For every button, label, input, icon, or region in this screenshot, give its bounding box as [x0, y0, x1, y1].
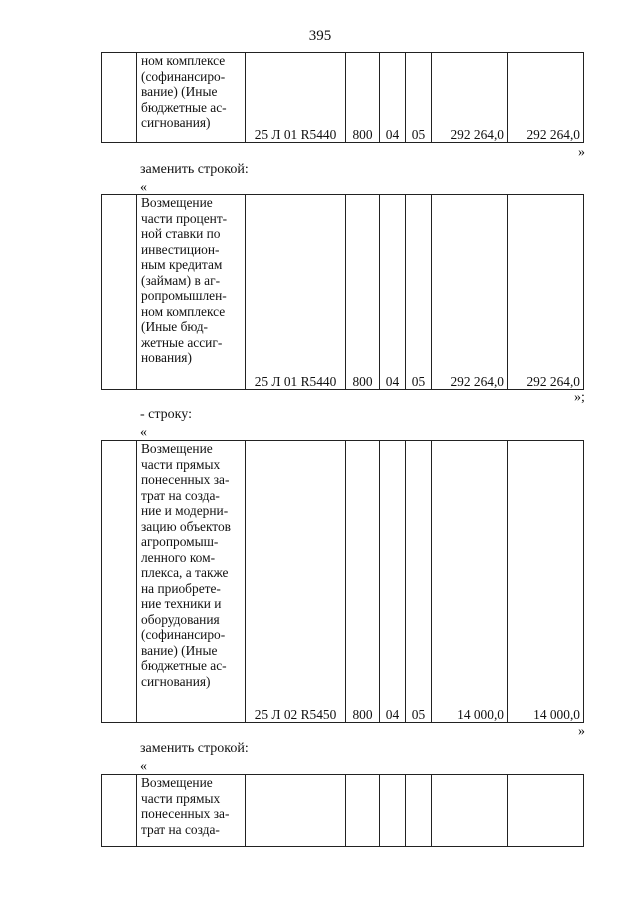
amount-2 [508, 775, 584, 847]
budget-table-1 [101, 52, 584, 143]
budget-table-4 [101, 774, 584, 847]
item-name-line: Возмещение [141, 775, 213, 790]
item-name-cell [137, 195, 246, 390]
amount-1: 292 264,0 [432, 195, 508, 390]
replacement-note: заменить строкой: [140, 162, 249, 177]
item-name-line: ние техники и [141, 596, 222, 611]
item-name-line: зацию объектов [141, 518, 231, 534]
item-name-line: ной ставки по [141, 226, 221, 241]
item-name-line: понесенных за- [141, 806, 230, 821]
expense-type-code: 800 [346, 195, 380, 390]
item-name-line: ние и модерни- [141, 503, 229, 518]
item-name-line: плекса, а также [141, 565, 229, 580]
target-item-code: 25 Л 01 R5440 [246, 195, 346, 390]
item-name-cell [137, 441, 246, 723]
closing-quote-mark: »; [574, 390, 585, 405]
amount-1: 292 264,0 [432, 53, 508, 143]
table-row [102, 775, 584, 847]
table-row [102, 53, 584, 143]
opening-quote-mark: « [140, 759, 147, 774]
closing-quote-mark: » [578, 145, 585, 160]
amount-1 [432, 775, 508, 847]
budget-table-2 [101, 194, 584, 390]
item-name-line: ном комплексе [141, 53, 226, 68]
expense-type-code: 800 [346, 53, 380, 143]
section-code: 04 [380, 195, 406, 390]
target-item-code [246, 775, 346, 847]
expense-type-code [346, 775, 380, 847]
subsection-code: 05 [406, 53, 432, 143]
table-row [102, 441, 584, 723]
section-code [380, 775, 406, 847]
item-name-line: (займам) в аг- [141, 272, 221, 288]
item-name-line: (софинансиро- [141, 68, 226, 84]
item-name-line: бюджетные ас- [141, 658, 227, 673]
item-name-line: (Иные бюд- [141, 319, 208, 334]
item-name-line: Возмещение [141, 441, 213, 456]
budget-table-3 [101, 440, 584, 723]
item-name-line: оборудования [141, 611, 220, 627]
target-item-code: 25 Л 02 R5450 [246, 441, 346, 723]
expense-type-code: 800 [346, 441, 380, 723]
amount-2: 292 264,0 [508, 53, 584, 143]
amount-1: 14 000,0 [432, 441, 508, 723]
row-number-cell [102, 441, 137, 723]
item-name-line: (софинансиро- [141, 627, 226, 642]
item-name-line: ном комплексе [141, 303, 226, 319]
item-name-line: ным кредитам [141, 257, 223, 272]
item-name-line: жетные ассиг- [141, 334, 223, 350]
page-number: 395 [308, 28, 332, 44]
subsection-code [406, 775, 432, 847]
table-row [102, 195, 584, 390]
item-name-line: инвестицион- [141, 241, 220, 257]
item-name-line: вание) (Иные [141, 642, 218, 658]
row-number-cell [102, 195, 137, 390]
item-name-line: Возмещение [141, 195, 213, 210]
item-name-line: агропромыш- [141, 534, 219, 549]
item-name-line: ленного ком- [141, 549, 216, 565]
item-name-line: части прямых [141, 456, 221, 472]
subsection-code: 05 [406, 441, 432, 723]
item-name-line: сигнования) [141, 673, 211, 689]
opening-quote-mark: « [140, 425, 147, 440]
section-code: 04 [380, 441, 406, 723]
item-name-line: вание) (Иные [141, 84, 218, 99]
target-item-code: 25 Л 01 R5440 [246, 53, 346, 143]
section-code: 04 [380, 53, 406, 143]
item-name-line: трат на созда- [141, 821, 220, 837]
item-name-line: понесенных за- [141, 472, 230, 487]
amount-2: 14 000,0 [508, 441, 584, 723]
subsection-code: 05 [406, 195, 432, 390]
row-number-cell [102, 53, 137, 143]
opening-quote-mark: « [140, 180, 147, 195]
item-name-line: нования) [141, 350, 192, 365]
item-name-line: сигнования) [141, 115, 211, 130]
replacement-note: заменить строкой: [140, 741, 249, 756]
item-name-line: части процент- [141, 210, 228, 226]
item-name-line: ропромышлен- [141, 288, 227, 303]
item-name-line: трат на созда- [141, 487, 220, 503]
item-name-cell [137, 53, 246, 143]
item-name-line: бюджетные ас- [141, 99, 227, 115]
amount-2: 292 264,0 [508, 195, 584, 390]
item-name-cell [137, 775, 246, 847]
item-name-line: части прямых [141, 790, 221, 806]
item-name-line: на приобрете- [141, 580, 221, 596]
row-number-cell [102, 775, 137, 847]
closing-quote-mark: » [578, 724, 585, 739]
replacement-note: - строку: [140, 407, 192, 422]
